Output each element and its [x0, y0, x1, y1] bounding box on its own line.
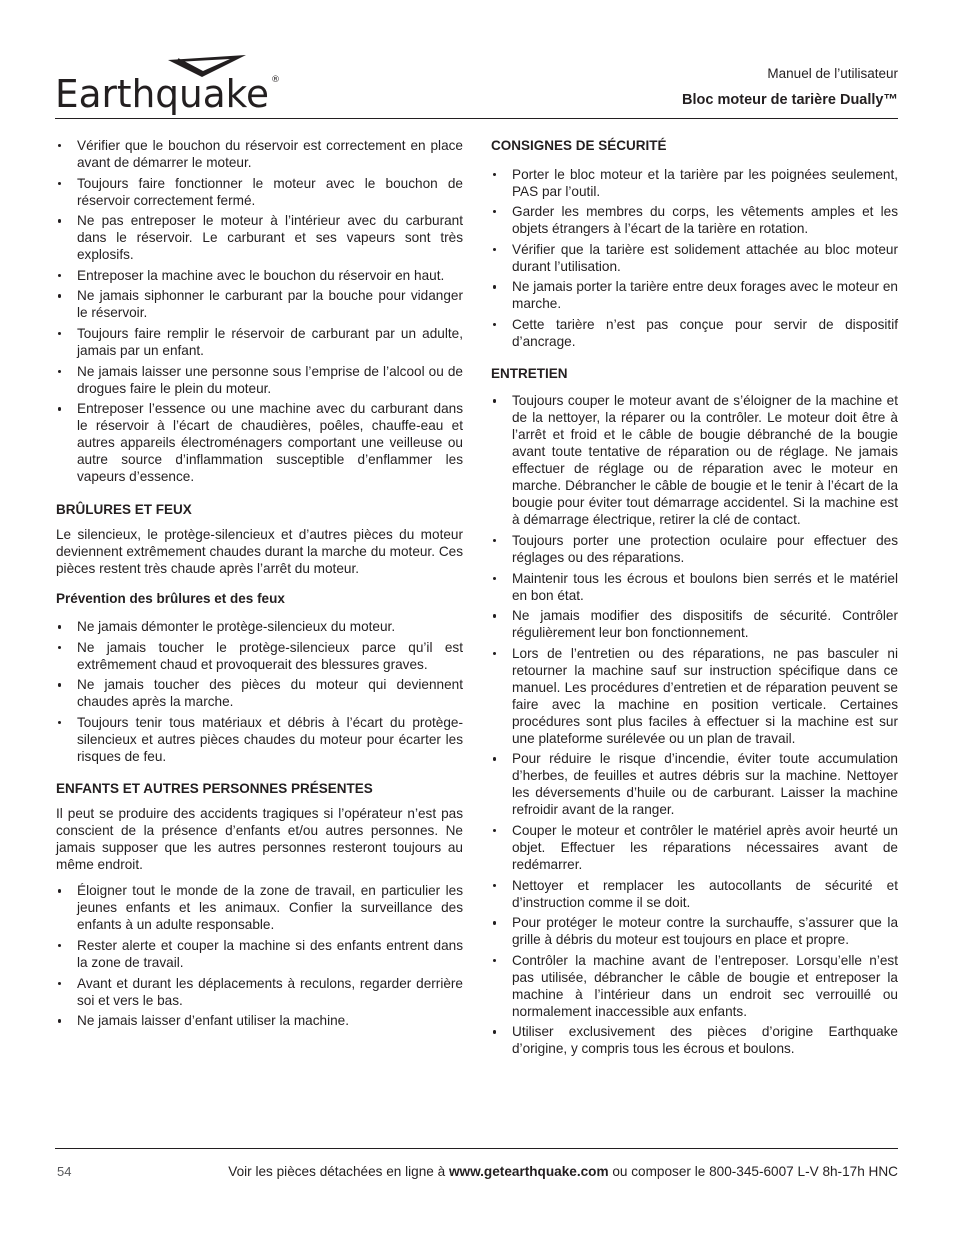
footer-contact [228, 1163, 898, 1181]
list-item: Ne jamais démonter le protège-silencieux du moteur. [77, 618, 463, 635]
logo-wordmark: Earthquake [55, 72, 269, 116]
burn-prevention-list [56, 618, 463, 765]
list-item: Toujours faire fonctionner le moteur avec le bouchon de réservoir correctement fermé. [77, 175, 463, 208]
list-item: Toujours porter une protection oculaire pour effectuer des réglages ou des réparations. [512, 532, 898, 565]
list-item: Entreposer l’essence ou une machine avec du carburant dans le réservoir à l’écart de chaudières, poêles, chauffe-eau et autres appareils électroménagers comportant une veilleuse ou autre source d’inflammation susceptible d’enflammer les vapeurs d’essence. [77, 401, 463, 485]
burns-paragraph: Le silencieux, le protège-silencieux et d’autres pièces du moteur deviennent extrêmement chaudes durant la marche du moteur. Ces pièces restent très chaude après l’arrêt du moteur. [56, 527, 463, 577]
list-item: Couper le moteur et contrôler le matériel après avoir heurté un objet. Effectuer les réparations nécessaires avant de redémarrer. [512, 822, 898, 872]
list-item: Pour protéger le moteur contre la surchauffe, s’assurer que la grille à débris du moteur est toujours en place et propre. [512, 915, 898, 948]
list-item: Ne jamais toucher le protège-silencieux parce qu’il est extrêmement chaud et provoquerait des blessures graves. [77, 639, 463, 672]
list-item: Entreposer la machine avec le bouchon du réservoir en haut. [77, 267, 463, 284]
maintenance-list [491, 392, 898, 1057]
header-divider [55, 118, 898, 119]
section-heading-children: ENFANTS ET AUTRES PERSONNES PRÉSENTES [56, 781, 373, 797]
list-item: Vérifier que le bouchon du réservoir est correctement en place avant de démarrer le moteur. [77, 138, 463, 170]
section-heading-safety: CONSIGNES DE SÉCURITÉ [491, 138, 667, 153]
list-item: Nettoyer et remplacer les autocollants de sécurité et d’instruction comme il se doit. [512, 877, 898, 910]
list-item: Toujours tenir tous matériaux et débris à l’écart du protège-silencieux et autres pièces chaudes du moteur pour écarter les risques de feu. [77, 714, 463, 764]
manual-label: Manuel de l’utilisateur [767, 66, 898, 81]
list-item: Ne jamais laisser une personne sous l’emprise de l’alcool ou de drogues faire le plein du moteur. [77, 363, 463, 396]
footer-website: www.getearthquake.com [448, 1164, 609, 1179]
list-item: Porter le bloc moteur et la tarière par les poignées seulement, PAS par l’outil. [512, 166, 898, 199]
registered-mark: ® [271, 75, 280, 85]
list-item: Lors de l’entretien ou des réparations, ne pas basculer ni retourner la machine sauf sur instruction spécifique dans ce manuel. Les procédures d’entretien et de réparation peuvent se faire avec la machine en position verticale. Certaines procédures sont plus faciles à effectuer si la machine est sur une plateforme surélevée ou un plan de travail. [512, 645, 898, 746]
earthquake-logo [50, 50, 282, 118]
list-item: Utiliser exclusivement des pièces d’origine Earthquake d’origine, y compris tous les écrous et boulons. [512, 1024, 898, 1057]
list-item: Ne jamais porter la tarière entre deux forages avec le moteur en marche. [512, 279, 898, 312]
list-item: Ne jamais laisser d’enfant utiliser la machine. [77, 1012, 463, 1029]
footer-divider [55, 1148, 898, 1149]
subheading-burn-prevention: Prévention des brûlures et des feux [56, 591, 285, 607]
list-item: Éloigner tout le monde de la zone de travail, en particulier les jeunes enfants et les animaux. Confier la surveillance des enfants à un adulte responsable. [77, 883, 463, 933]
page-number: 54 [57, 1164, 72, 1179]
list-item: Maintenir tous les écrous et boulons bien serrés et le matériel en bon état. [512, 570, 898, 603]
children-list [56, 882, 463, 1029]
list-item: Toujours faire remplir le réservoir de carburant par un adulte, jamais par un enfant. [77, 325, 463, 358]
list-item: Pour réduire le risque d’incendie, éviter toute accumulation d’herbes, de feuilles et autres débris sur la machine. Nettoyer les déversements d’huile ou de carburant. Laisser la machine refroidir avant de la ranger. [512, 751, 898, 818]
section-heading-burns: BRÛLURES ET FEUX [56, 502, 192, 518]
safety-list [491, 166, 898, 350]
fuel-safety-list [56, 137, 463, 485]
list-item: Ne pas entreposer le moteur à l’intérieur avec du carburant dans le réservoir. Le carburant et ses vapeurs sont très explosifs. [77, 213, 463, 263]
children-paragraph: Il peut se produire des accidents tragiques si l’opérateur n’est pas conscient de la présence d’enfants et/ou autres personnes. Ne jamais supposer que les autres personnes resteront toujours au même endroit. [56, 806, 463, 873]
list-item: Ne jamais modifier des dispositifs de sécurité. Contrôler régulièrement leur bon fonctionnement. [512, 608, 898, 641]
right-column [491, 137, 898, 1057]
footer-contact-suffix: ou composer le 800-345-6007 L-V 8h-17h HNC [612, 1164, 898, 1179]
left-column [56, 137, 463, 1029]
footer-contact-prefix: Voir les pièces détachées en ligne à [228, 1164, 446, 1179]
section-heading-maintenance: ENTRETIEN [491, 366, 568, 382]
list-item: Rester alerte et couper la machine si des enfants entrent dans la zone de travail. [77, 938, 463, 971]
list-item: Garder les membres du corps, les vêtements amples et les objets étrangers à l’écart de la tarière en rotation. [512, 204, 898, 237]
list-item: Toujours couper le moteur avant de s’éloigner de la machine et de la nettoyer, la réparer ou la contrôler. Le moteur doit être à l’arrêt et froid et le câble de bougie débranché de la bougie avant toute tentative de réparation ou de réglage. Ne jamais effectuer de réglage ou de réparation avec le moteur en marche. Débrancher le câble de bougie et le tenir à l’écart de la bougie pour éviter tout démarrage accidentel. Si la machine est à démarrage électrique, retirer la clé de contact. [512, 393, 898, 528]
list-item: Vérifier que la tarière est solidement attachée au bloc moteur durant l’utilisation. [512, 241, 898, 274]
list-item: Ne jamais siphonner le carburant par la bouche pour vidanger le réservoir. [77, 288, 463, 321]
list-item: Cette tarière n’est pas conçue pour servir de dispositif d’ancrage. [512, 316, 898, 349]
list-item: Contrôler la machine avant de l’entreposer. Lorsqu’elle n’est pas utilisée, débrancher le câble de bougie et entreposer la machine à l’intérieur dans un endroit sec verrouillé ou normalement inaccessible aux enfants. [512, 952, 898, 1019]
list-item: Ne jamais toucher des pièces du moteur qui deviennent chaudes après la marche. [77, 677, 463, 710]
list-item: Avant et durant les déplacements à reculons, regarder derrière soi et vers le bas. [77, 975, 463, 1008]
product-title: Bloc moteur de tarière Dually™ [682, 92, 898, 108]
